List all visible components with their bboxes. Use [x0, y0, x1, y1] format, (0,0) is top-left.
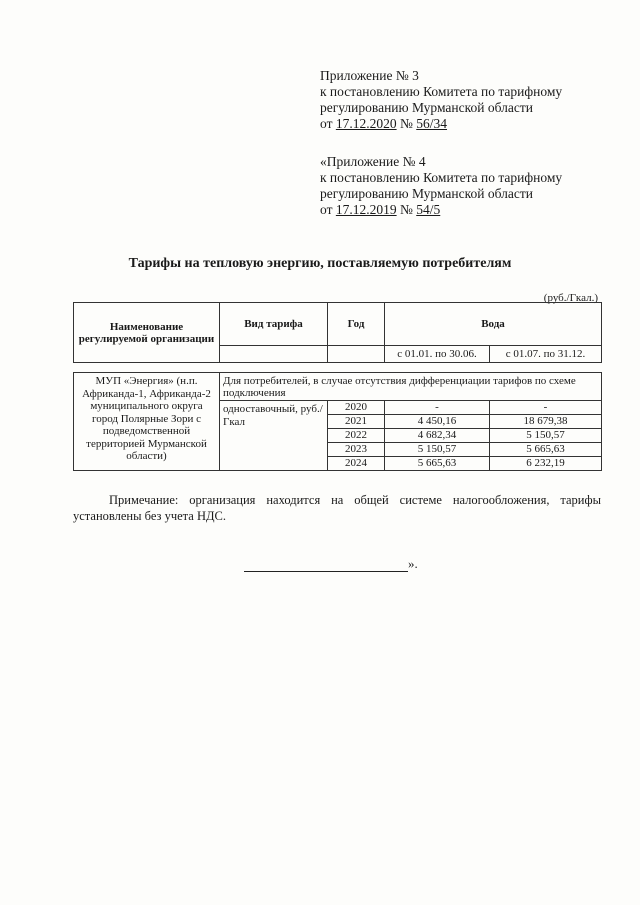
- year-cell: 2022: [328, 429, 385, 443]
- value-second-half: 5 665,63: [490, 443, 602, 457]
- date-prefix: от: [320, 116, 336, 131]
- period-first-half: с 01.01. по 30.06.: [385, 346, 490, 363]
- empty-cell: [220, 346, 328, 363]
- appendix-previous-number: 54/5: [416, 202, 441, 217]
- value-first-half: 5 150,57: [385, 443, 490, 457]
- note-paragraph: Примечание: организация находится на общей системе налогообложения, тарифы установлены без учета НДС.: [73, 493, 601, 523]
- date-prefix: от: [320, 202, 336, 217]
- appendix-previous-line2: к постановлению Комитета по тарифному: [320, 170, 563, 185]
- number-sign: №: [396, 116, 417, 131]
- value-second-half: -: [490, 401, 602, 415]
- year-cell: 2024: [328, 457, 385, 471]
- tariff-type-cell: одноставочный, руб./Гкал: [220, 401, 328, 471]
- header-tariff-type: Вид тарифа: [220, 303, 328, 346]
- appendix-current-date-line: [320, 116, 562, 132]
- period-second-half: с 01.07. по 31.12.: [490, 346, 602, 363]
- appendix-current-line2: к постановлению Комитета по тарифному: [320, 84, 563, 99]
- closing-line: [244, 556, 418, 572]
- tariff-table-body: [73, 372, 602, 471]
- value-first-half: -: [385, 401, 490, 415]
- header-year: Год: [328, 303, 385, 346]
- appendix-current: [320, 68, 562, 132]
- value-first-half: 4 682,34: [385, 429, 490, 443]
- appendix-current-date: 17.12.2020: [335, 116, 397, 131]
- value-first-half: 4 450,16: [385, 415, 490, 429]
- appendix-previous-title: «Приложение № 4: [320, 154, 426, 169]
- signature-blank-line: [244, 559, 408, 572]
- value-second-half: 18 679,38: [490, 415, 602, 429]
- appendix-previous-line3: регулированию Мурманской области: [320, 186, 533, 201]
- header-resource: Вода: [385, 303, 602, 346]
- value-second-half: 6 232,19: [490, 457, 602, 471]
- appendix-previous-date: 17.12.2019: [335, 202, 397, 217]
- year-cell: 2023: [328, 443, 385, 457]
- consumers-description: Для потребителей, в случае отсутствия дифференциации тарифов по схеме подключения: [220, 373, 602, 401]
- consumers-row: [74, 373, 602, 401]
- empty-cell: [328, 346, 385, 363]
- appendix-current-line3: регулированию Мурманской области: [320, 100, 533, 115]
- closing-mark: ».: [408, 556, 418, 571]
- tariff-table: [73, 302, 602, 363]
- year-cell: 2021: [328, 415, 385, 429]
- organization-cell: МУП «Энергия» (н.п. Африканда-1, Африканда-2 муниципального округа город Полярные Зори с подведомственной территорией Мурманской области): [74, 373, 220, 471]
- header-org: Наименование регулируемой организации: [74, 303, 220, 363]
- value-second-half: 5 150,57: [490, 429, 602, 443]
- number-sign: №: [396, 202, 417, 217]
- year-cell: 2020: [328, 401, 385, 415]
- value-first-half: 5 665,63: [385, 457, 490, 471]
- appendix-current-title: Приложение № 3: [320, 68, 419, 83]
- appendix-current-number: 56/34: [416, 116, 448, 131]
- table-header-row: [74, 303, 602, 346]
- unit-label: (руб./Гкал.): [543, 292, 598, 304]
- appendix-previous-date-line: [320, 202, 562, 218]
- appendix-previous: [320, 154, 562, 218]
- document-title: Тарифы на тепловую энергию, поставляемую потребителям: [128, 256, 512, 271]
